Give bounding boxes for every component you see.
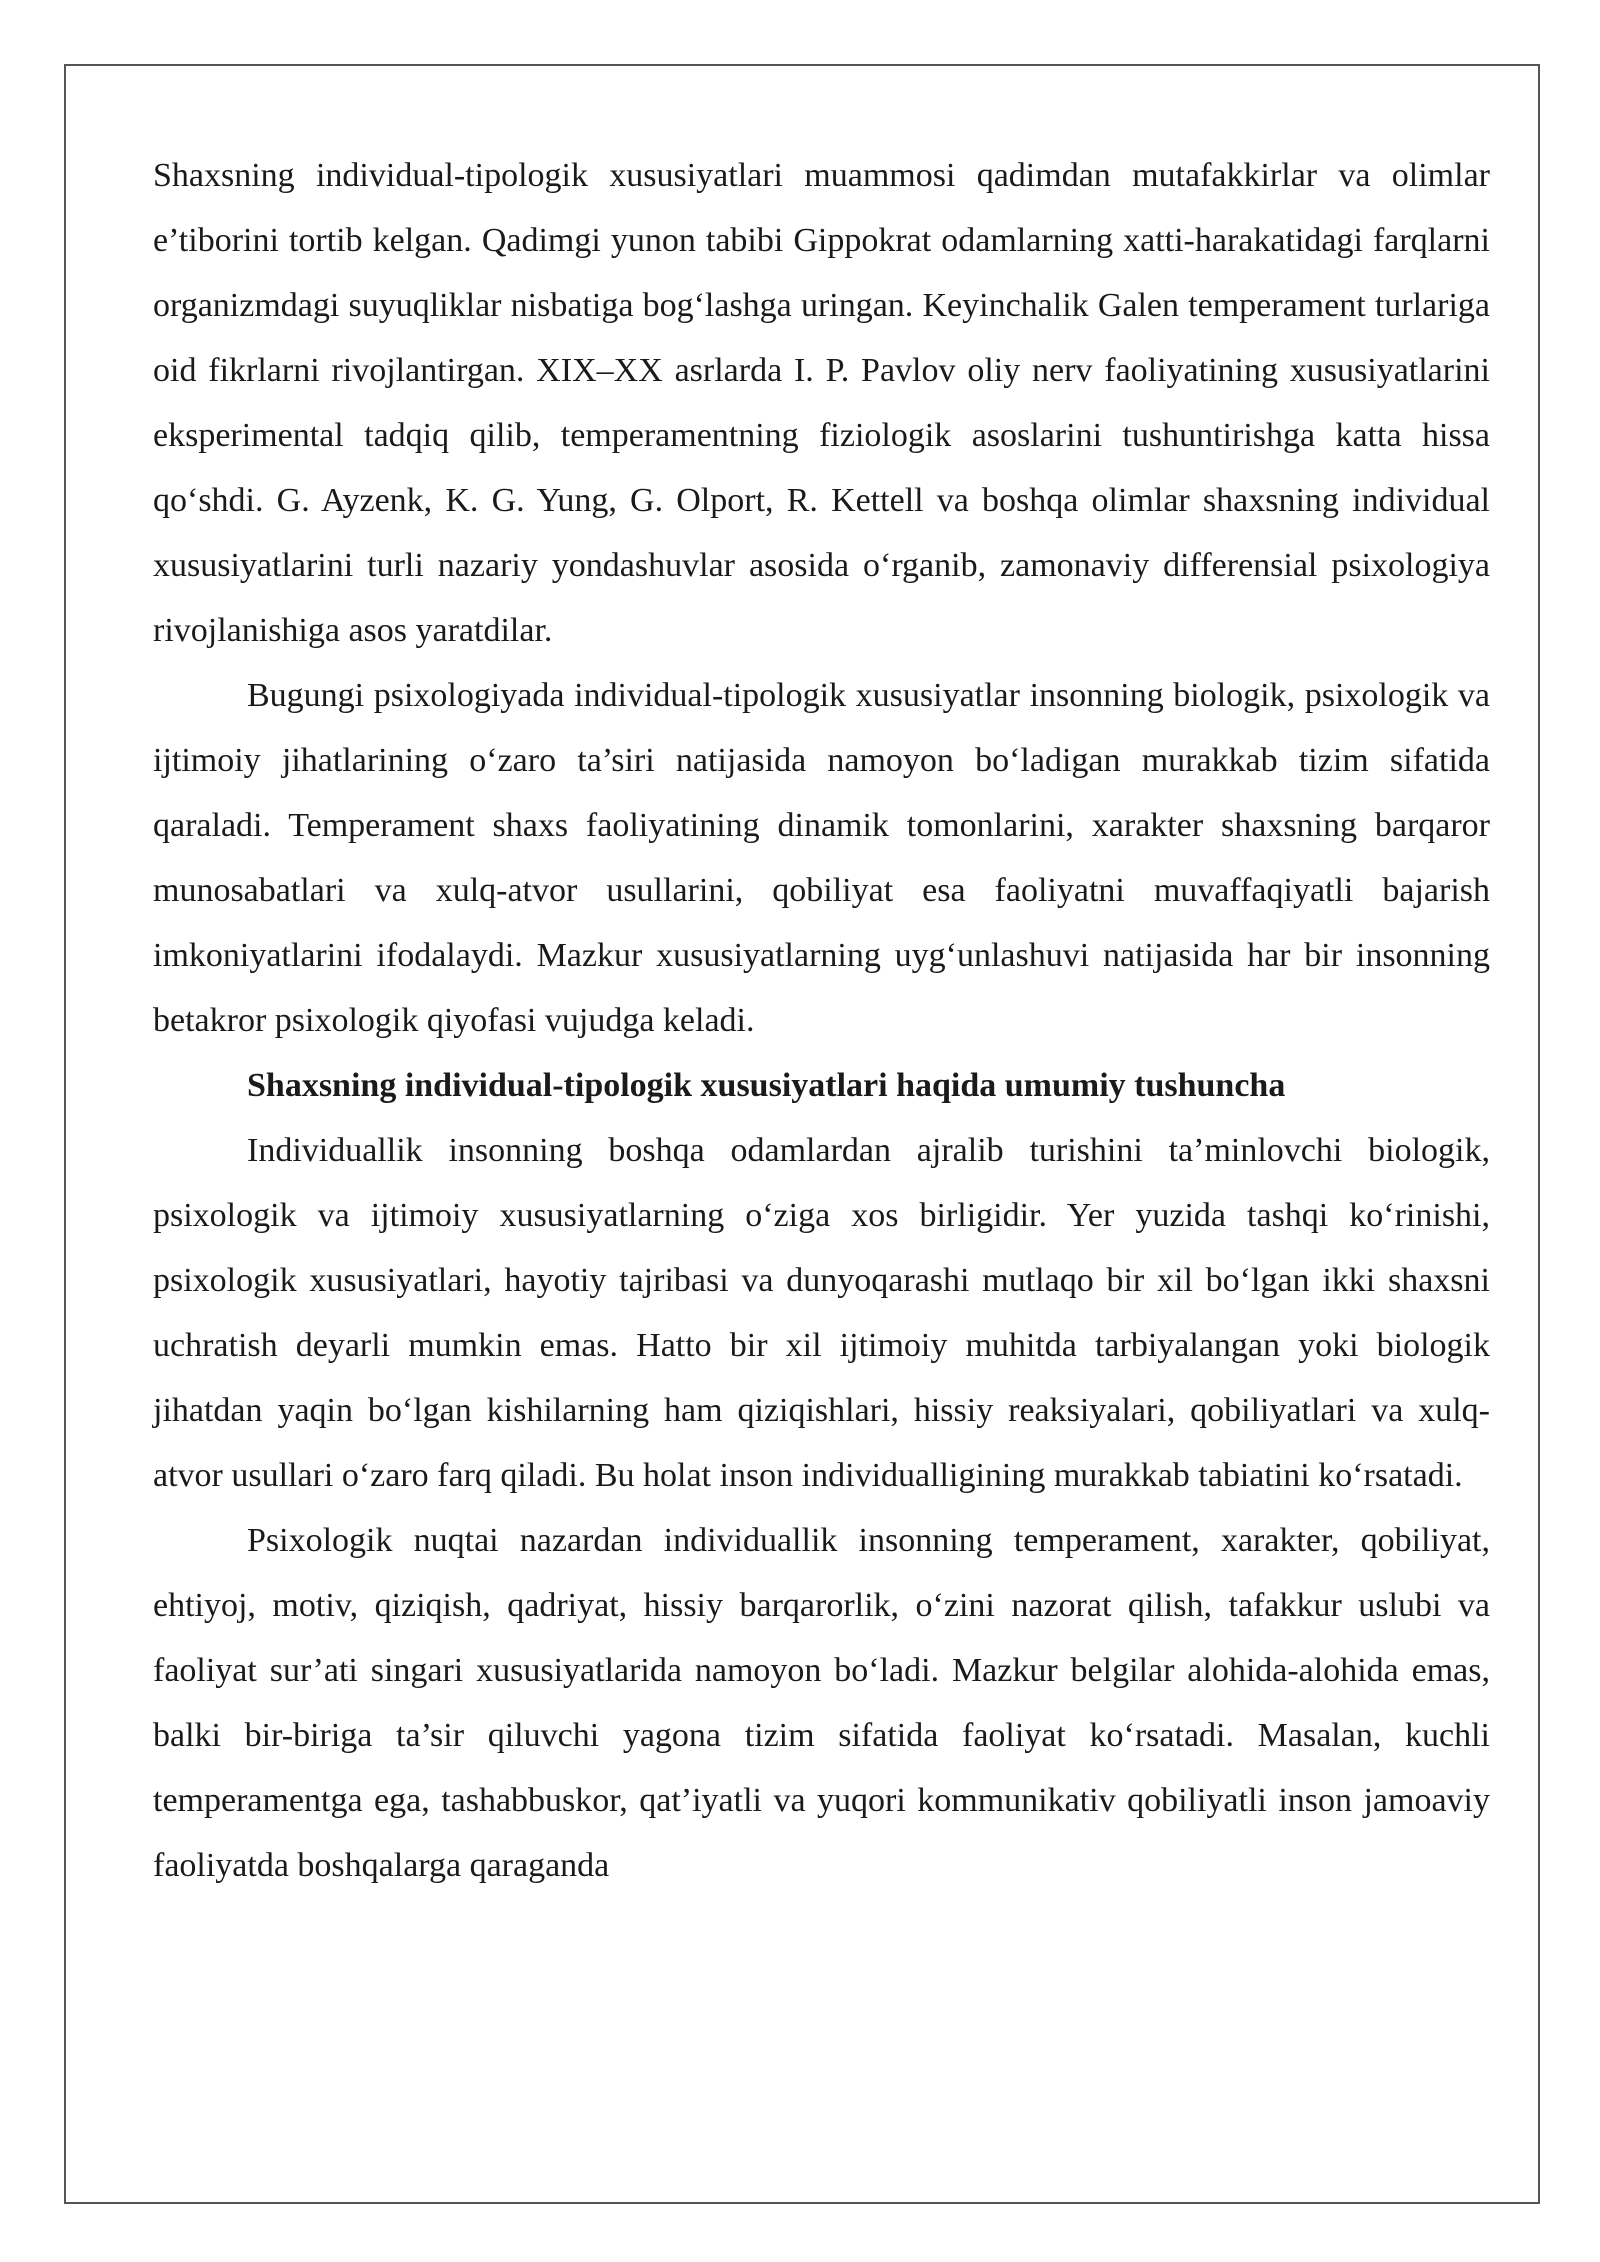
- paragraph-individuality: Individuallik insonning boshqa odamlardan ajralib turishini ta’minlovchi biologik, psixologik va ijtimoiy xususiyatlarning o‘ziga xos birligidir. Yer yuzida tashqi ko‘rinishi, psixologik xususiyatlari, hayotiy tajribasi va dunyoqarashi mutlaqo bir xil bo‘lgan ikki shaxsni uchratish deyarli mumkin emas. Hatto bir xil ijtimoiy muhitda tarbiyalangan yoki biologik jihatdan yaqin bo‘lgan kishilarning ham qiziqishlari, hissiy reaksiyalari, qobiliyatlari va xulq-atvor usullari o‘zaro farq qiladi. Bu holat inson individualligining murakkab tabiatini ko‘rsatadi.: [153, 1132, 1490, 1494]
- paragraph-intro: Shaxsning individual-tipologik xususiyatlari muammosi qadimdan mutafakkirlar va olimlar e’tiborini tortib kelgan. Qadimgi yunon tabibi Gippokrat odamlarning xatti-harakatidagi farqlarni organizmdagi suyuqliklar nisbatiga bog‘lashga uringan. Keyinchalik Galen temperament turlariga oid fikrlarni rivojlantirgan. XIX–XX asrlarda I. P. Pavlov oliy nerv faoliyatining xususiyatlarini eksperimental tadqiq qilib, temperamentning fiziologik asoslarini tushuntirishga katta hissa qo‘shdi. G. Ayzenk, K. G. Yung, G. Olport, R. Kettell va boshqa olimlar shaxsning individual xususiyatlarini turli nazariy yondashuvlar asosida o‘rganib, zamonaviy differensial psixologiya rivojlanishiga asos yaratdilar.: [153, 157, 1490, 649]
- document-body: [153, 143, 1490, 1898]
- paragraph-modern-view: Bugungi psixologiyada individual-tipologik xususiyatlar insonning biologik, psixologik va ijtimoiy jihatlarining o‘zaro ta’siri natijasida namoyon bo‘ladigan murakkab tizim sifatida qaraladi. Temperament shaxs faoliyatining dinamik tomonlarini, xarakter shaxsning barqaror munosabatlari va xulq-atvor usullarini, qobiliyat esa faoliyatni muvaffaqiyatli bajarish imkoniyatlarini ifodalaydi. Mazkur xususiyatlarning uyg‘unlashuvi natijasida har bir insonning betakror psixologik qiyofasi vujudga keladi.: [153, 677, 1490, 1039]
- section-heading: Shaxsning individual-tipologik xususiyatlari haqida umumiy tushuncha: [247, 1067, 1286, 1104]
- paragraph-psychological-view: Psixologik nuqtai nazardan individuallik insonning temperament, xarakter, qobiliyat, ehtiyoj, motiv, qiziqish, qadriyat, hissiy barqarorlik, o‘zini nazorat qilish, tafakkur uslubi va faoliyat sur’ati singari xususiyatlarida namoyon bo‘ladi. Mazkur belgilar alohida-alohida emas, balki bir-biriga ta’sir qiluvchi yagona tizim sifatida faoliyat ko‘rsatadi. Masalan, kuchli temperamentga ega, tashabbuskor, qat’iyatli va yuqori kommunikativ qobiliyatli inson jamoaviy faoliyatda boshqalarga qaraganda: [153, 1522, 1490, 1884]
